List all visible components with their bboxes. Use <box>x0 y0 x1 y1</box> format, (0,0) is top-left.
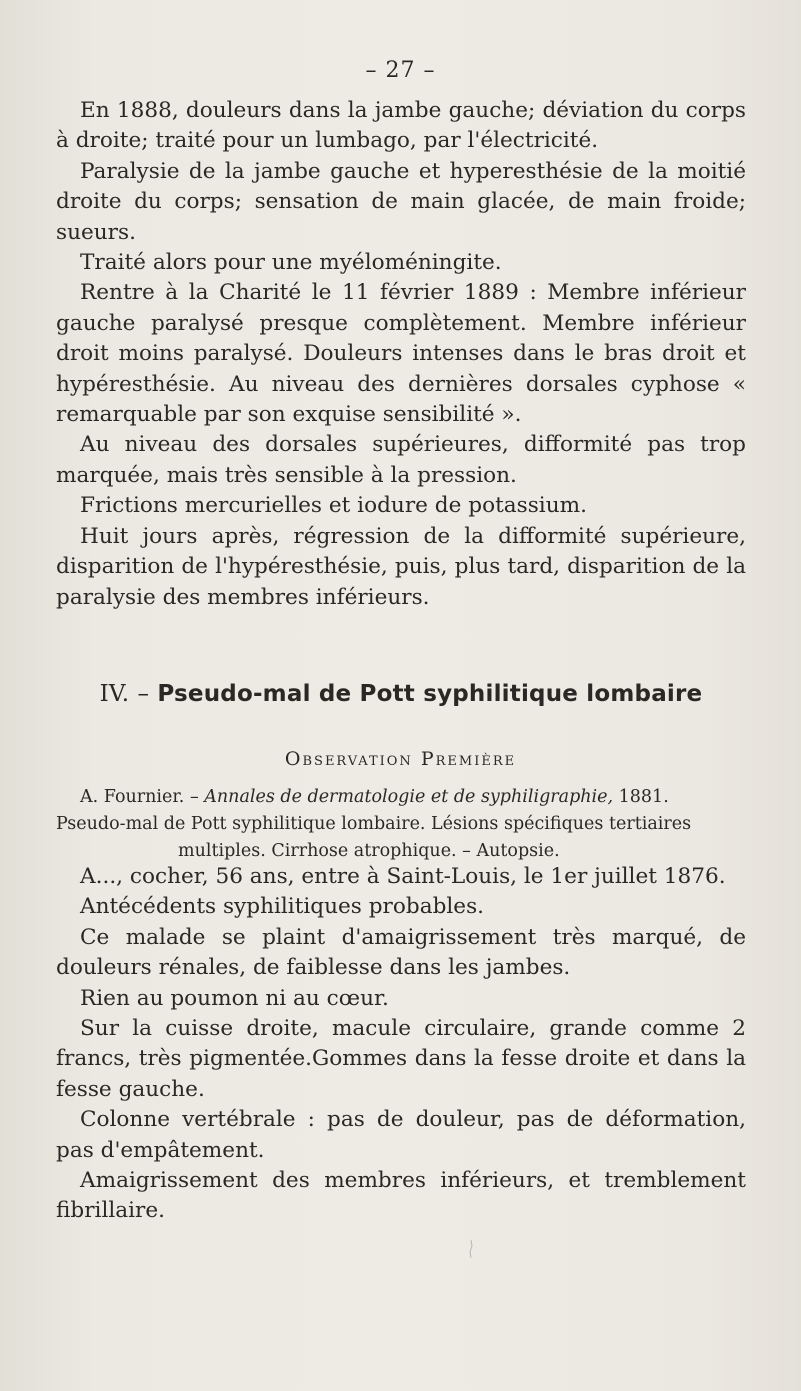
section-title-text: Pseudo-mal de Pott syphilitique lombaire <box>157 681 703 707</box>
paragraph: Antécédents syphilitiques probables. <box>80 894 485 920</box>
citation-summary-1: Pseudo-mal de Pott syphilitique lombaire. Lésions spécifiques tertiaires <box>56 814 692 834</box>
paragraph: Rentre à la Charité le 11 février 1889 : Membre inférieur gauche paralysé presque complètement. Membre inférieur droit moins paralysé. Douleurs intenses dans le bras droit et hypéresthésie. Au niveau des dernières dorsales cyphose « remarquable par son exquise sensibilité ». <box>56 280 746 428</box>
paragraph: Au niveau des dorsales supérieures, difformité pas trop marquée, mais très sensible à la pression. <box>56 432 746 488</box>
citation-author: A. Fournier. <box>80 787 185 807</box>
paragraph: Amaigrissement des membres inférieurs, et tremblement fibrillaire. <box>56 1168 746 1224</box>
paragraph: Ce malade se plaint d'amaigrissement très marqué, de douleurs rénales, de faiblesse dans les jambes. <box>56 924 746 981</box>
ink-mark <box>468 1240 474 1258</box>
paragraph: Huit jours après, régression de la difformité supérieure, disparition de l'hypéresthésie, puis, plus tard, disparition de la paralysie des membres inférieurs. <box>56 523 746 610</box>
section-dash: – <box>137 681 150 707</box>
citation-summary-2: multiples. Cirrhose atrophique. – Autopsie. <box>178 841 560 861</box>
page-number: – 27 – <box>365 58 436 83</box>
paragraph: Sur la cuisse droite, macule circulaire, grande comme 2 francs, très pigmentée.Gommes dans la fesse droite et dans la fesse gauche. <box>56 1016 746 1102</box>
citation-dash: – <box>189 787 199 807</box>
paragraph: Colonne vertébrale : pas de douleur, pas de déformation, pas d'empâtement. <box>56 1107 746 1163</box>
paragraph: Frictions mercurielles et iodure de potassium. <box>80 493 587 519</box>
observation-heading: Observation Première <box>284 748 517 770</box>
paragraph: Traité alors pour une myéloméningite. <box>80 250 502 276</box>
citation-year: 1881. <box>618 787 669 807</box>
paragraph: Paralysie de la jambe gauche et hyperesthésie de la moitié droite du corps; sensation de main glacée, de main froide; sueurs. <box>56 158 746 245</box>
citation-source <box>56 784 746 811</box>
paragraph: A..., cocher, 56 ans, entre à Saint-Louis, le 1er juillet 1876. <box>80 864 726 889</box>
section-title <box>56 681 746 707</box>
text-block-top <box>56 96 746 613</box>
paragraph: Rien au poumon ni au cœur. <box>80 985 389 1011</box>
citation-journal: Annales de dermatologie et de syphiligraphie, <box>204 787 614 807</box>
text-block-case <box>56 862 746 1227</box>
citation <box>56 784 746 865</box>
paragraph: En 1888, douleurs dans la jambe gauche; déviation du corps à droite; traité pour un lumbago, par l'électricité. <box>56 98 746 154</box>
section-number: IV. <box>99 681 130 707</box>
